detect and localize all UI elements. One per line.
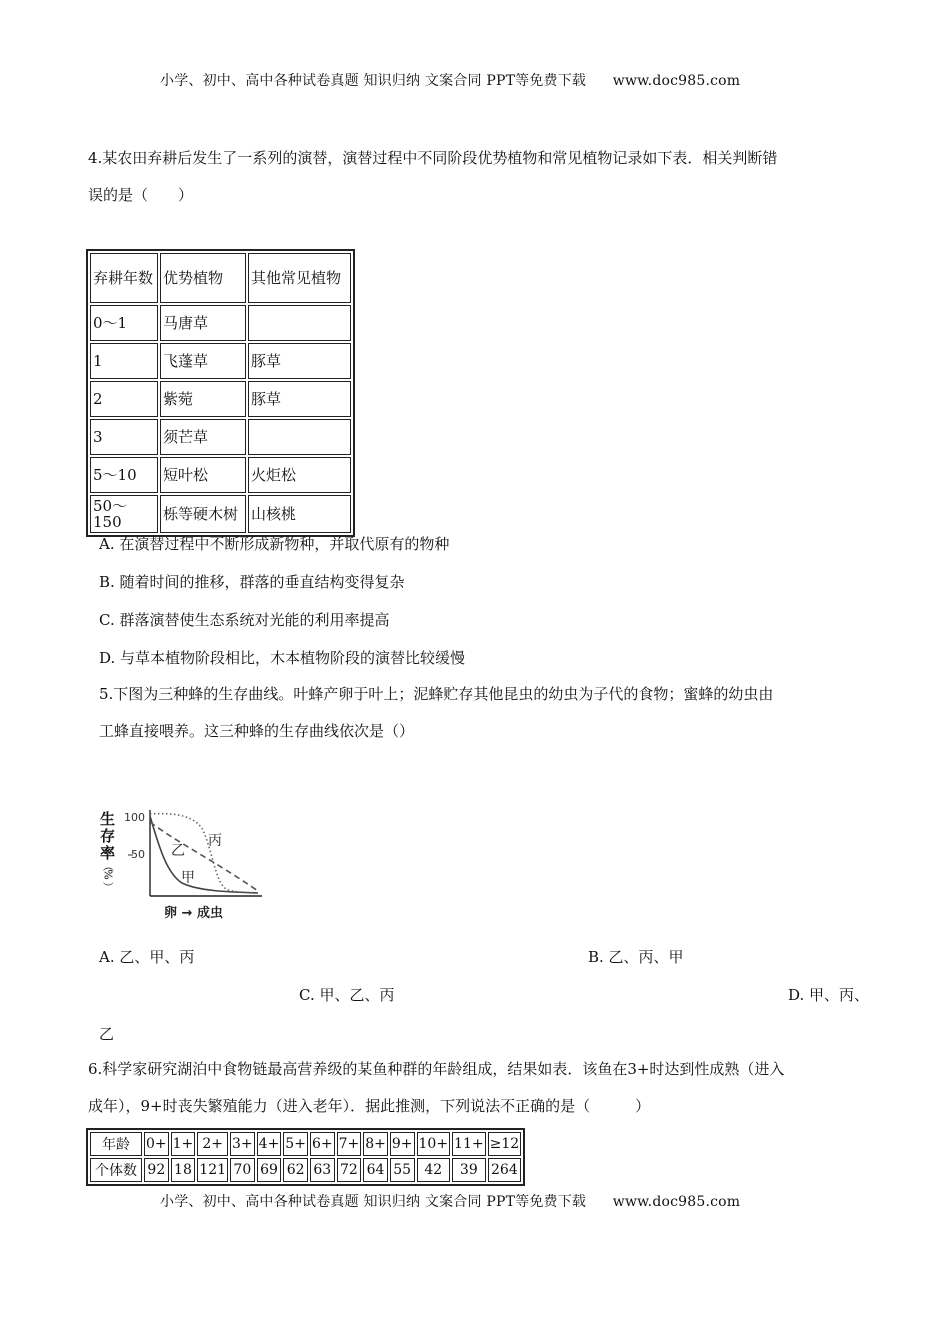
row-label: 年龄 xyxy=(90,1132,142,1156)
count-cell: 92 xyxy=(144,1158,169,1182)
series-label-jia: 甲 xyxy=(181,870,195,886)
q4-stem-line1: 4.某农田弃耕后发生了一系列的演替，演替过程中不同阶段优势植物和常见植物记录如下表．相关判断错 xyxy=(88,149,778,167)
q5-option-b[interactable]: B. 乙、丙、甲 xyxy=(588,948,684,966)
age-structure-table xyxy=(86,1128,525,1186)
y-label-char: % xyxy=(101,869,115,880)
count-cell: 69 xyxy=(257,1158,282,1182)
table-cell: 马唐草 xyxy=(160,305,246,341)
table-row xyxy=(90,457,351,493)
y-label-char: ） xyxy=(101,881,115,893)
series-label-yi: 乙 xyxy=(171,843,185,859)
succession-table xyxy=(86,249,355,537)
q5-option-c[interactable]: C. 甲、乙、丙 xyxy=(299,986,395,1004)
table-cell: 栎等硬木树 xyxy=(160,495,246,533)
q4-option-a[interactable]: A. 在演替过程中不断形成新物种，并取代原有的物种 xyxy=(99,535,450,553)
y-label-char: 率 xyxy=(100,844,116,862)
q6-stem-line2: 成年），9+时丧失繁殖能力（进入老年）．据此推测，下列说法不正确的是（ ） xyxy=(88,1097,651,1115)
table-cell xyxy=(248,305,351,341)
table-cell: 5～10 xyxy=(90,457,158,493)
table-row xyxy=(90,305,351,341)
age-cell: 11+ xyxy=(452,1132,486,1156)
table-row xyxy=(90,419,351,455)
survival-curve-chart xyxy=(98,798,270,922)
table-cell: 飞蓬草 xyxy=(160,343,246,379)
table-cell: 2 xyxy=(90,381,158,417)
age-cell: 1+ xyxy=(171,1132,196,1156)
q4-stem-line2: 误的是（ ） xyxy=(88,186,194,204)
table-cell: 山核桃 xyxy=(248,495,351,533)
page-header xyxy=(160,70,740,90)
table-cell: 1 xyxy=(90,343,158,379)
table-cell: 火炬松 xyxy=(248,457,351,493)
age-cell: 10+ xyxy=(417,1132,451,1156)
header-site-link[interactable]: www.doc985.com xyxy=(612,73,741,89)
age-cell: 4+ xyxy=(257,1132,282,1156)
header-cell: 弃耕年数 xyxy=(90,253,158,303)
age-cell: 9+ xyxy=(390,1132,415,1156)
q5-stem-line1: 5.下图为三种蜂的生存曲线。叶蜂产卵于叶上；泥蜂贮存其他昆虫的幼虫为子代的食物；蜜蜂的幼虫由 xyxy=(99,685,774,703)
table-cell: 豚草 xyxy=(248,381,351,417)
age-cell: ≥12 xyxy=(488,1132,522,1156)
count-cell: 18 xyxy=(171,1158,196,1182)
count-cell: 63 xyxy=(310,1158,335,1182)
footer-text: 小学、初中、高中各种试卷真题 知识归纳 文案合同 PPT等免费下载 xyxy=(160,1194,587,1210)
count-cell: 72 xyxy=(337,1158,362,1182)
page-footer xyxy=(160,1191,740,1211)
q5-stem-line2: 工蜂直接喂养。这三种蜂的生存曲线依次是（） xyxy=(99,722,415,740)
y-tick-50: 50 xyxy=(131,848,145,861)
q4-option-d[interactable]: D. 与草本植物阶段相比，木本植物阶段的演替比较缓慢 xyxy=(99,649,466,667)
q5-option-a[interactable]: A. 乙、甲、丙 xyxy=(99,948,195,966)
q6-stem-line1: 6.科学家研究湖泊中食物链最高营养级的某鱼种群的年龄组成，结果如表．该鱼在3+时达到性成熟（进入 xyxy=(88,1060,785,1078)
count-row xyxy=(90,1158,521,1182)
footer-site-link[interactable]: www.doc985.com xyxy=(612,1194,741,1210)
age-cell: 3+ xyxy=(230,1132,255,1156)
table-cell: 豚草 xyxy=(248,343,351,379)
count-cell: 121 xyxy=(197,1158,228,1182)
y-label-char: （ xyxy=(101,860,115,872)
age-cell: 5+ xyxy=(283,1132,308,1156)
table-row xyxy=(90,343,351,379)
count-cell: 62 xyxy=(283,1158,308,1182)
count-cell: 70 xyxy=(230,1158,255,1182)
age-cell: 6+ xyxy=(310,1132,335,1156)
count-cell: 39 xyxy=(452,1158,486,1182)
count-cell: 55 xyxy=(390,1158,415,1182)
q4-option-b[interactable]: B. 随着时间的推移，群落的垂直结构变得复杂 xyxy=(99,573,405,591)
table-row xyxy=(90,381,351,417)
q4-option-c[interactable]: C. 群落演替使生态系统对光能的利用率提高 xyxy=(99,611,390,629)
header-text: 小学、初中、高中各种试卷真题 知识归纳 文案合同 PPT等免费下载 xyxy=(160,73,587,89)
count-cell: 64 xyxy=(363,1158,388,1182)
table-cell: 短叶松 xyxy=(160,457,246,493)
age-cell: 7+ xyxy=(337,1132,362,1156)
series-label-bing: 丙 xyxy=(208,833,222,849)
y-label-char: 存 xyxy=(100,827,116,845)
table-cell: 3 xyxy=(90,419,158,455)
table-row xyxy=(90,495,351,533)
x-axis-label: 卵 → 成虫 xyxy=(164,906,223,921)
table-cell xyxy=(248,419,351,455)
age-cell: 8+ xyxy=(363,1132,388,1156)
q5-option-d[interactable]: D. 甲、丙、 xyxy=(788,986,870,1004)
series-bing-line xyxy=(150,814,258,893)
header-cell: 优势植物 xyxy=(160,253,246,303)
age-cell: 2+ xyxy=(197,1132,228,1156)
y-tick-100: 100 xyxy=(124,811,145,824)
table-header-row xyxy=(90,253,351,303)
table-cell: 0～1 xyxy=(90,305,158,341)
count-cell: 42 xyxy=(417,1158,451,1182)
header-cell: 其他常见植物 xyxy=(248,253,351,303)
count-cell: 264 xyxy=(488,1158,522,1182)
age-cell: 0+ xyxy=(144,1132,169,1156)
age-row xyxy=(90,1132,521,1156)
y-label-char: 生 xyxy=(100,810,116,828)
row-label: 个体数 xyxy=(90,1158,142,1182)
table-cell: 紫菀 xyxy=(160,381,246,417)
series-jia-line xyxy=(150,816,258,893)
q5-option-d-continued: 乙 xyxy=(99,1025,115,1043)
table-cell: 须芒草 xyxy=(160,419,246,455)
table-cell: 50～150 xyxy=(90,495,158,533)
